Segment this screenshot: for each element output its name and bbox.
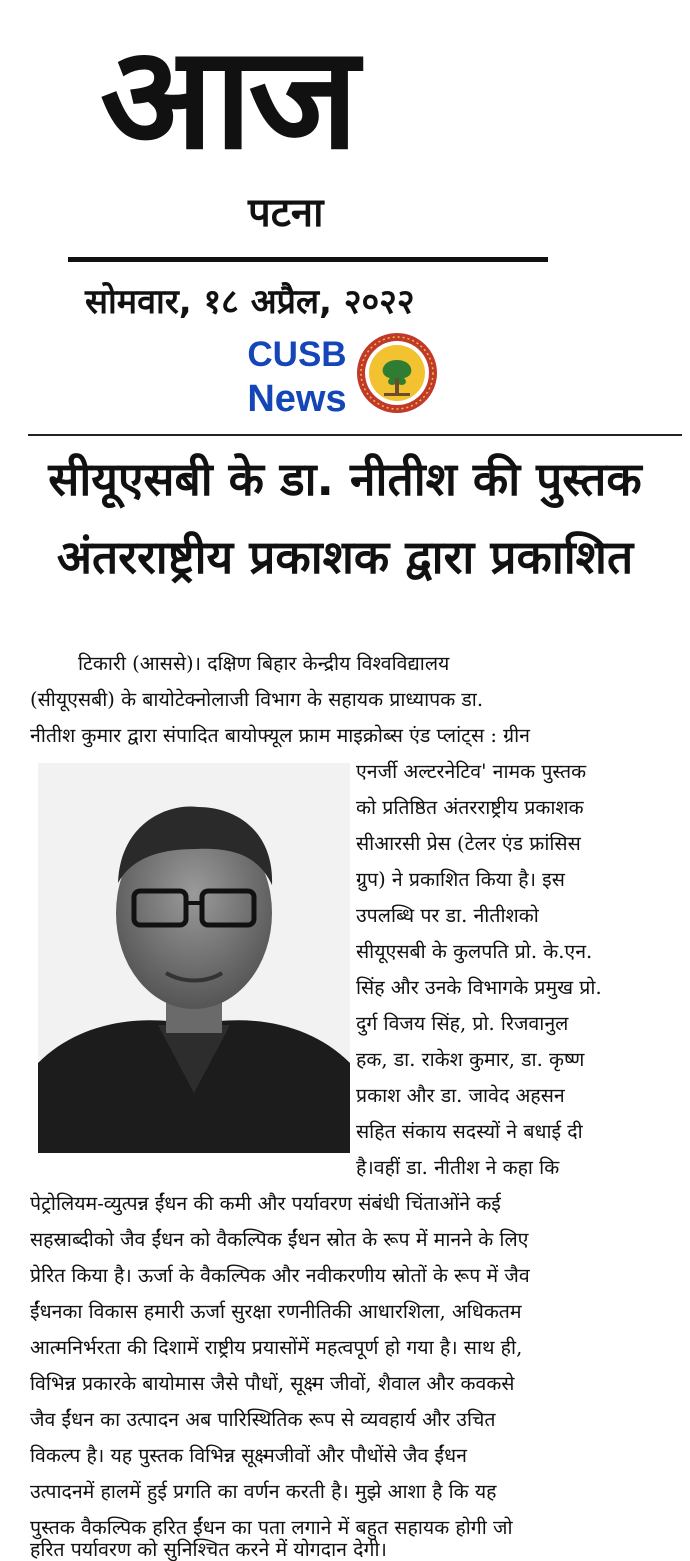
body-line: पुस्तक वैकल्पिक हरित ईंधन का पता लगाने में बहुत सहायक होगी जो <box>30 1516 513 1539</box>
article-headline <box>30 440 660 630</box>
body-line: जैव ईंधन का उत्पादन अब पारिस्थितिक रूप से व्यवहार्य और उचित <box>30 1408 496 1431</box>
masthead-rule <box>68 257 548 262</box>
body-line: नीतीश कुमार द्वारा संपादित बायोफ्यूल फ्राम माइक्रोब्स एंड प्लांट्स : ग्रीन <box>30 724 530 747</box>
body-line: दुर्ग विजय सिंह, प्रो. रिजवानुल <box>356 1012 569 1035</box>
body-line: है।वहीं डा. नीतीश ने कहा कि <box>356 1156 560 1179</box>
body-line: एनर्जी अल्टरनेटिव' नामक पुस्तक <box>356 760 587 783</box>
body-line: उत्पादनमें हालमें हुई प्रगति का वर्णन करती है। मुझे आशा है कि यह <box>30 1480 497 1503</box>
headline-line-2: अंतरराष्ट्रीय प्रकाशक द्वारा प्रकाशित <box>56 530 634 584</box>
newspaper-logo: आज <box>100 16 355 181</box>
cusb-news-badge <box>246 334 348 428</box>
body-line: हक, डा. राकेश कुमार, डा. कृष्ण <box>356 1048 585 1071</box>
body-line: प्रकाश और डा. जावेद अहसन <box>356 1084 565 1107</box>
headline-line-1: सीयूएसबी के डा. नीतीश की पुस्तक <box>48 452 642 506</box>
edition-city: पटना <box>248 190 324 236</box>
body-line: आत्मनिर्भरता की दिशामें राष्ट्रीय प्रयासोंमें महत्वपूर्ण हो गया है। साथ ही, <box>30 1336 523 1359</box>
body-line: ग्रुप) ने प्रकाशित किया है। इस <box>356 868 565 891</box>
badge-line-1: CUSB <box>247 335 347 374</box>
author-photo <box>38 763 350 1153</box>
university-seal-icon <box>356 332 438 414</box>
body-line: सहित संकाय सदस्यों ने बधाई दी <box>356 1120 583 1143</box>
badge-line-2: News <box>247 378 347 420</box>
section-divider <box>28 434 682 436</box>
body-line: विकल्प है। यह पुस्तक विभिन्न सूक्ष्मजीवों और पौधोंसे जैव ईंधन <box>30 1444 467 1467</box>
body-line: विभिन्न प्रकारके बायोमास जैसे पौधों, सूक्ष्म जीवों, शैवाल और कवकसे <box>30 1372 515 1395</box>
author-portrait-image <box>38 763 350 1153</box>
body-line: हरित पर्यावरण को सुनिश्चित करने में योगदान देगी। <box>30 1538 387 1561</box>
body-line: सीआरसी प्रेस (टेलर एंड फ्रांसिस <box>356 832 581 855</box>
body-line: को प्रतिष्ठित अंतरराष्ट्रीय प्रकाशक <box>356 796 584 819</box>
body-line: सिंह और उनके विभागके प्रमुख प्रो. <box>356 976 602 999</box>
body-line: सीयूएसबी के कुलपति प्रो. के.एन. <box>356 940 593 963</box>
body-line: प्रेरित किया है। ऊर्जा के वैकल्पिक और नवीकरणीय स्रोतों के रूप में जैव <box>30 1264 530 1287</box>
body-line: ईंधनका विकास हमारी ऊर्जा सुरक्षा रणनीतिकी आधारशिला, अधिकतम <box>30 1300 522 1323</box>
body-line: सहस्राब्दीको जैव ईंधन को वैकल्पिक ईंधन स्रोत के रूप में मानने के लिए <box>30 1228 529 1251</box>
body-line: टिकारी (आससे)। दक्षिण बिहार केन्द्रीय विश्वविद्यालय <box>78 652 450 675</box>
body-line: पेट्रोलियम-व्युत्पन्न ईंधन की कमी और पर्यावरण संबंधी चिंताओंने कई <box>30 1192 501 1215</box>
issue-date: सोमवार, १८ अप्रैल, २०२२ <box>85 282 415 322</box>
body-line: उपलब्धि पर डा. नीतीशको <box>356 904 539 927</box>
body-line: (सीयूएसबी) के बायोटेक्नोलाजी विभाग के सहायक प्राध्यापक डा. <box>30 688 484 711</box>
